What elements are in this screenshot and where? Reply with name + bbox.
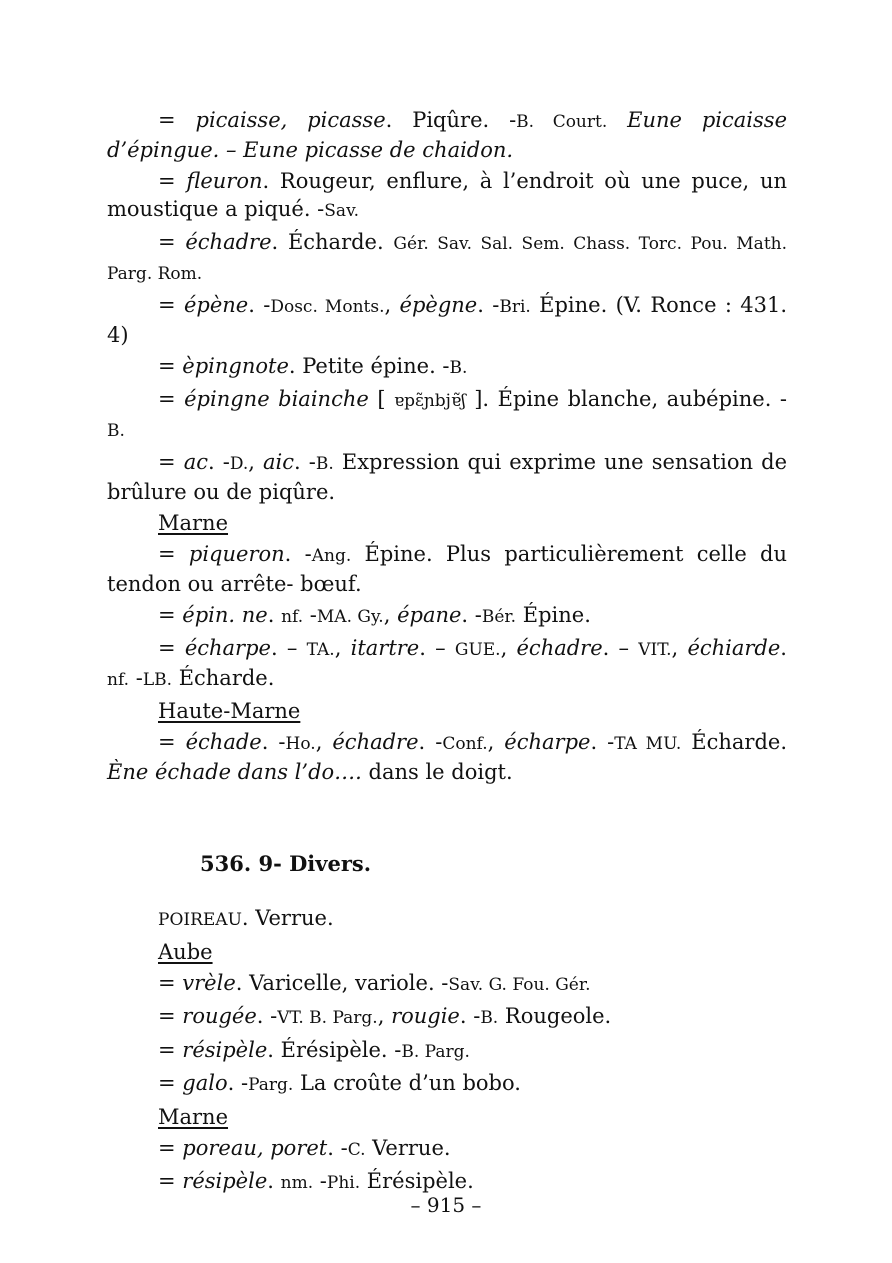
locality-abbrev: Conf. [442,734,488,754]
dictionary-entry: = échadre. Écharde. Gér. Sav. Sal. Sem. Chass. Torc. Pou. Math. Parg. Rom. [107,230,788,284]
dialect-term: aic [263,450,295,474]
dictionary-entry: = galo. -Parg. La croûte d’un bobo. [158,1071,521,1095]
dialect-term: échade [185,730,262,754]
page-content [107,106,787,1201]
region-heading: Marne [158,1104,229,1129]
locality-abbrev: B. [480,1008,499,1028]
entries-upper [107,106,787,786]
dictionary-entry: = résipèle. nm. -Phi. Érésipèle. [158,1169,474,1193]
dictionary-entry: = fleuron. Rougeur, enflure, à l’endroit où une puce, un moustique a piqué. -Sav. [107,169,787,221]
dialect-term: galo [182,1071,228,1095]
locality-abbrev: B. [107,421,125,441]
locality-abbrev: nm. [280,1173,314,1193]
dictionary-entry: = ac. -D., aic. -B. Expression qui exprime une sensation de brûlure ou de piqûre. [107,450,787,504]
region-heading: Aube [158,939,213,964]
locality-abbrev: nf. [107,670,130,690]
locality-abbrev: B. Parg. [401,1041,470,1062]
dictionary-entry: = picaisse, picasse. Piqûre. -B. Court. Eune picaisse d’épingue. – Eune picasse de chaidon. [107,108,787,162]
dialect-term: èpingnote [182,354,289,378]
dictionary-entry: POIREAU. Verrue. [158,906,334,930]
dialect-term: épin. ne [182,603,268,627]
dialect-term: poreau, poret [182,1135,328,1160]
region-heading: Marne [158,511,229,535]
dialect-term: vrèle [182,970,236,995]
locality-abbrev: C. [347,1139,366,1160]
locality-abbrev: ɐpɛ̃ɲbjɐ̃ʃ [394,391,466,411]
dictionary-entry: = poreau, poret. -C. Verrue. [158,1135,451,1160]
dictionary-entry: = èpingnote. Petite épine. -B. [158,354,468,378]
dialect-term: échadre [332,730,419,754]
locality-abbrev: Sav. [324,201,360,221]
locality-abbrev: GUE. [454,640,501,660]
locality-abbrev: Ho. [285,734,316,754]
locality-abbrev: Bri. [499,297,531,317]
locality-abbrev: Dosc. Monts. [270,297,385,317]
locality-abbrev: Sav. G. Fou. Gér. [448,974,591,995]
dialect-term: fleuron [186,169,263,193]
locality-abbrev: TA MU. [614,734,682,754]
section-title: 536. 9- Divers. [200,851,372,876]
dialect-term: échadre [516,636,603,660]
dictionary-entry: = vrèle. Varicelle, variole. -Sav. G. Fou. Gér. [158,970,591,995]
locality-abbrev: VT. B. Parg. [277,1008,378,1028]
locality-abbrev: Gér. Sav. Sal. Sem. Chass. Torc. Pou. Math. Parg. Rom. [107,234,788,284]
page-number: – 915 – [410,1193,482,1217]
locality-abbrev: B. Court. [516,112,608,132]
dialect-term: rougée [182,1004,257,1028]
dialect-term: résipèle [182,1037,268,1062]
dialect-term: échadre [185,230,272,254]
dictionary-entry: = écharpe. – TA., itartre. – GUE., échadre. – VIT., échiarde. nf. -LB. Écharde. [107,636,787,690]
locality-abbrev: MA. Gy. [316,607,384,627]
dialect-term: épègne [399,293,478,317]
locality-abbrev: POIREAU [158,910,242,930]
dialect-term: résipèle [182,1169,268,1193]
dialect-term: itartre [350,636,420,660]
dictionary-entry: = échade. -Ho., échadre. -Conf., écharpe. -TA MU. Écharde. Ène échade dans l’do…. dans le doigt. [107,730,787,784]
dialect-term: Ène échade dans l’do…. [107,760,362,784]
dictionary-entry: = épène. -Dosc. Monts., épègne. -Bri. Épine. (V. Ronce : 431. 4) [107,293,788,347]
locality-abbrev: Parg. [248,1075,294,1095]
dialect-term: échiarde [687,636,781,660]
dictionary-entry: = piqueron. -Ang. Épine. Plus particulièrement celle du tendon ou arrête- bœuf. [107,542,788,596]
locality-abbrev: Ang. [311,546,352,566]
dialect-term: rougie [391,1004,460,1028]
dialect-term: écharpe [504,730,591,754]
locality-abbrev: B. [449,358,468,378]
locality-abbrev: TA. [306,640,335,660]
dialect-term: écharpe [184,636,271,660]
dictionary-entry: = épin. ne. nf. -MA. Gy., épane. -Bér. Épine. [158,603,591,627]
locality-abbrev: Bér. [481,607,517,627]
dialect-term: épingne biainche [184,387,369,411]
dialect-term: picaisse, picasse [195,108,386,132]
locality-abbrev: nf. [281,607,304,627]
locality-abbrev: Phi. [326,1173,361,1193]
dictionary-entry: = résipèle. Érésipèle. -B. Parg. [158,1037,470,1062]
dialect-term: ac [183,450,208,474]
locality-abbrev: D. [229,454,249,474]
dialect-term: piqueron [188,542,285,566]
entries-lower [107,904,787,1197]
dictionary-entry: = rougée. -VT. B. Parg., rougie. -B. Rougeole. [158,1004,612,1028]
dialect-term: Eune picaisse d’épingue. – Eune picasse de chaidon. [107,108,787,162]
region-heading: Haute-Marne [158,699,301,723]
dialect-term: épène [183,293,249,317]
locality-abbrev: B. [315,454,334,474]
locality-abbrev: LB. [142,670,173,690]
locality-abbrev: VIT. [638,640,672,660]
dialect-term: épane [397,603,462,627]
dictionary-entry: = épingne biainche [ ɐpɛ̃ɲbjɐ̃ʃ ]. Épine blanche, aubépine. -B. [107,387,787,441]
